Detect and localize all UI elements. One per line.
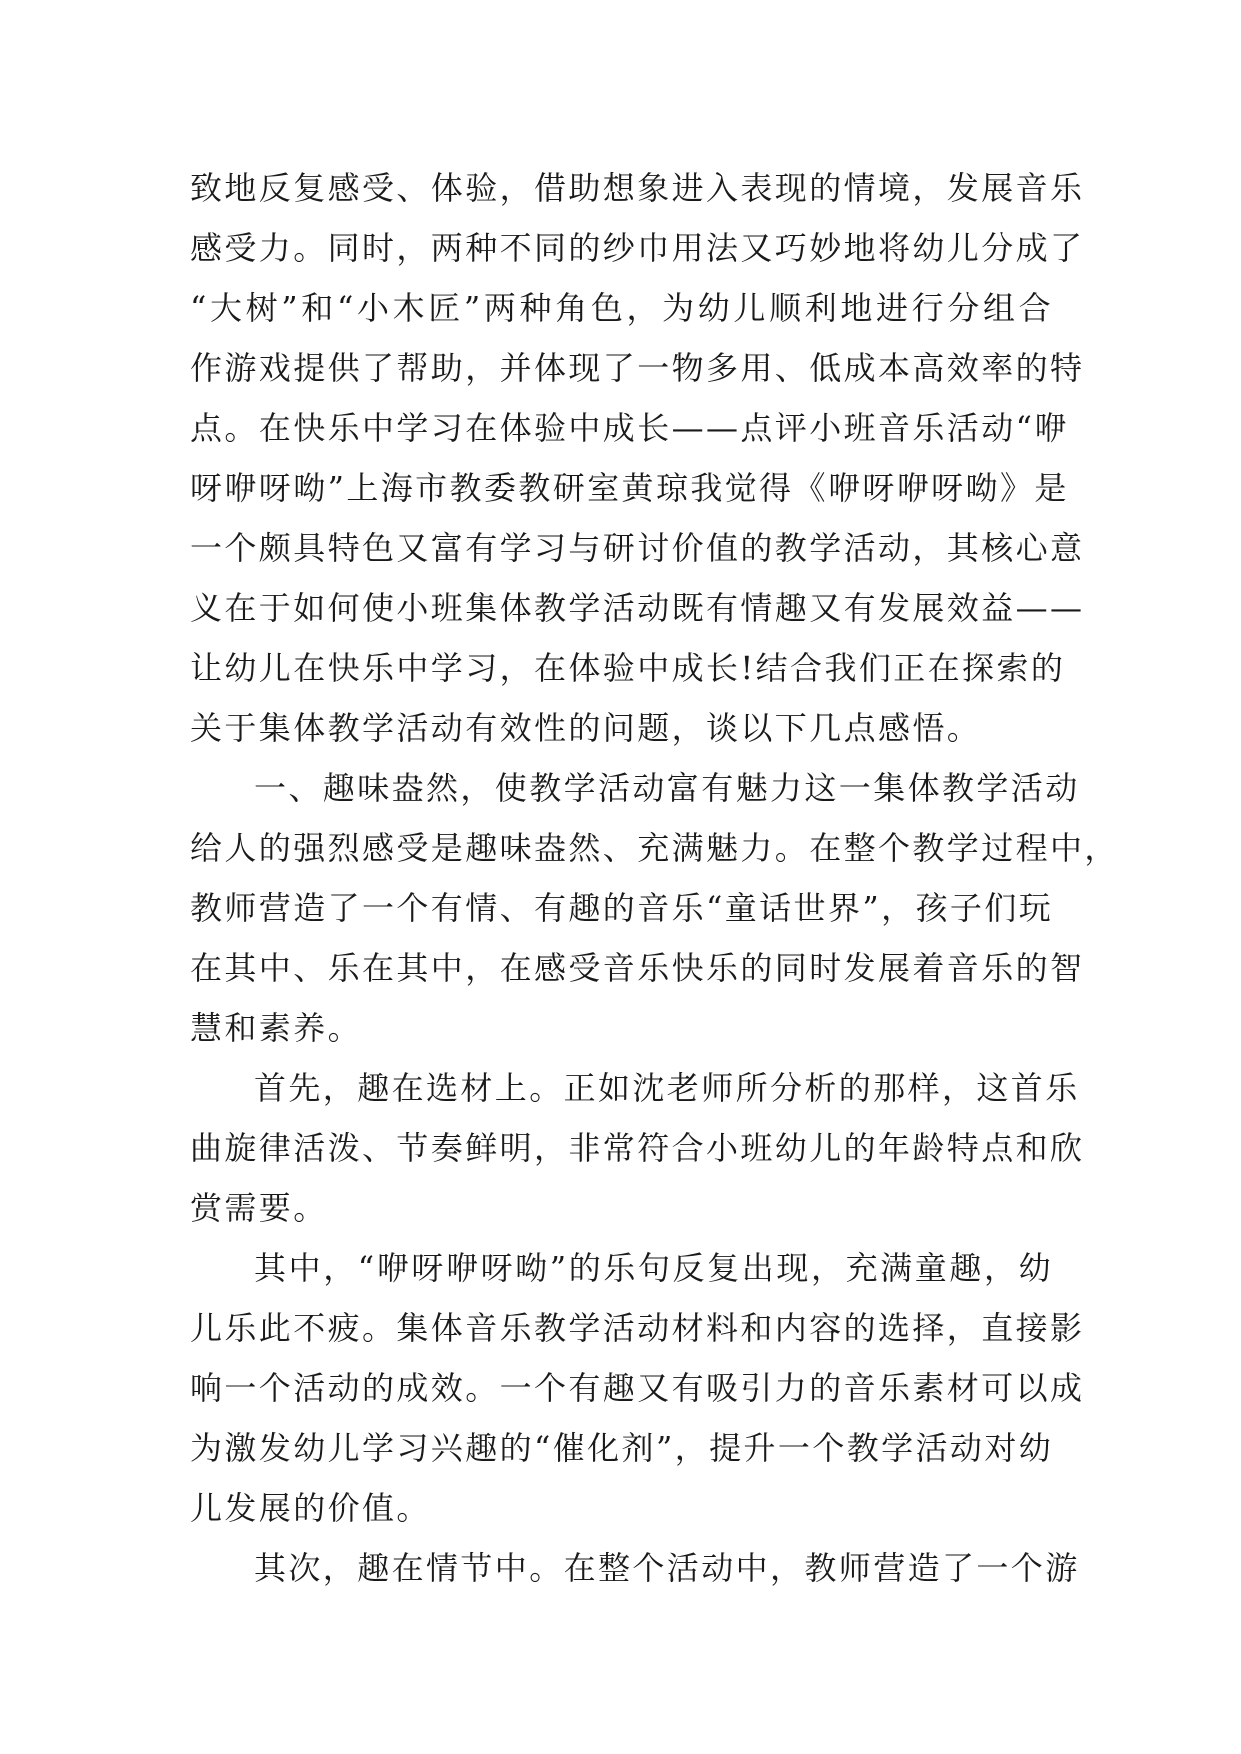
text-line: 给人的强烈感受是趣味盎然、充满魅力。在整个教学过程中， bbox=[190, 829, 1119, 867]
paragraph-1 bbox=[190, 158, 1085, 758]
text-line: 关于集体教学活动有效性的问题，谈以下几点感悟。 bbox=[190, 709, 982, 747]
paragraph-2 bbox=[190, 758, 1119, 1058]
text-line: “大树”和“小木匠”两种角色，为幼儿顺利地进行分组合 bbox=[190, 289, 1053, 327]
text-line: 义在于如何使小班集体教学活动既有情趣又有发展效益—— bbox=[190, 589, 1085, 627]
text-line: 响一个活动的成效。一个有趣又有吸引力的音乐素材可以成 bbox=[190, 1369, 1085, 1407]
text-line: 让幼儿在快乐中学习，在体验中成长!结合我们正在探索的 bbox=[190, 649, 1066, 687]
text-line: 其次，趣在情节中。在整个活动中，教师营造了一个游 bbox=[254, 1549, 1080, 1587]
text-line: 儿乐此不疲。集体音乐教学活动材料和内容的选择，直接影 bbox=[190, 1309, 1085, 1347]
text-line: 儿发展的价值。 bbox=[190, 1489, 431, 1527]
paragraph-3 bbox=[190, 1058, 1085, 1238]
paragraph-5 bbox=[190, 1538, 1080, 1598]
text-line: 其中，“咿呀咿呀呦”的乐句反复出现，充满童趣，幼 bbox=[254, 1249, 1053, 1287]
text-line: 点。在快乐中学习在体验中成长——点评小班音乐活动“咿 bbox=[190, 409, 1069, 447]
paragraph-4 bbox=[190, 1238, 1085, 1538]
text-line: 为激发幼儿学习兴趣的“催化剂”，提升一个教学活动对幼 bbox=[190, 1429, 1054, 1467]
text-line: 教师营造了一个有情、有趣的音乐“童话世界”，孩子们玩 bbox=[190, 889, 1054, 927]
text-line: 作游戏提供了帮助，并体现了一物多用、低成本高效率的特 bbox=[190, 349, 1085, 387]
text-line: 一、趣味盎然，使教学活动富有魅力这一集体教学活动 bbox=[254, 769, 1080, 807]
document-body bbox=[190, 158, 1119, 1598]
text-line: 呀咿呀呦”上海市教委教研室黄琼我觉得《咿呀咿呀呦》是 bbox=[190, 469, 1069, 507]
text-line: 一个颇具特色又富有学习与研讨价值的教学活动，其核心意 bbox=[190, 529, 1085, 567]
text-line: 赏需要。 bbox=[190, 1189, 328, 1227]
text-line: 曲旋律活泼、节奏鲜明，非常符合小班幼儿的年龄特点和欣 bbox=[190, 1129, 1085, 1167]
text-line: 首先，趣在选材上。正如沈老师所分析的那样，这首乐 bbox=[254, 1069, 1080, 1107]
text-line: 在其中、乐在其中，在感受音乐快乐的同时发展着音乐的智 bbox=[190, 949, 1085, 987]
text-line: 致地反复感受、体验，借助想象进入表现的情境，发展音乐 bbox=[190, 169, 1085, 207]
text-line: 慧和素养。 bbox=[190, 1009, 363, 1047]
text-line: 感受力。同时，两种不同的纱巾用法又巧妙地将幼儿分成了 bbox=[190, 229, 1085, 267]
